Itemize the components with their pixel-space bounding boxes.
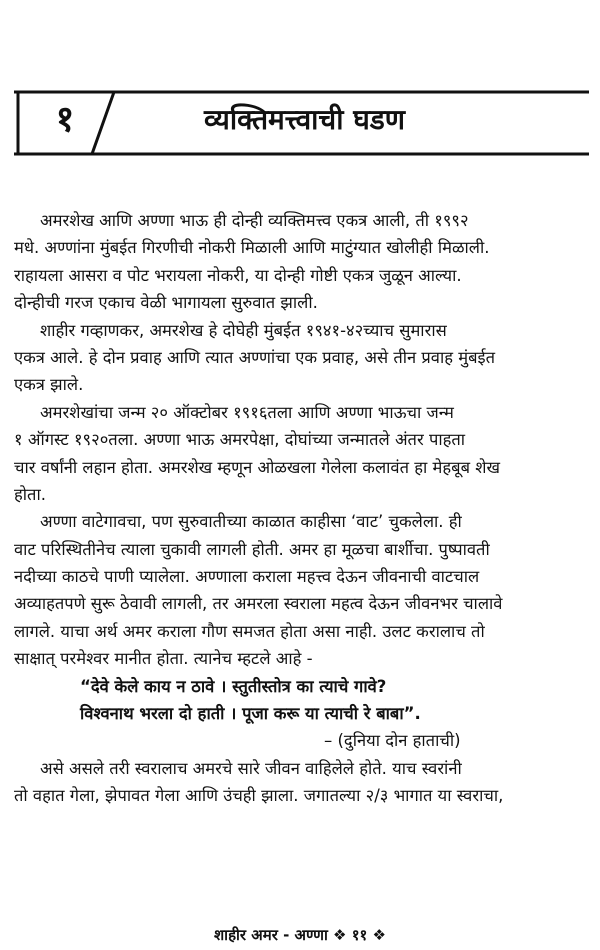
text-line: शाहीर गव्हाणकर, अमरशेख हे दोघेही मुंबईत १९४१-४२च्याच सुमारास: [40, 320, 447, 340]
text-line: लागले. याचा अर्थ अमर कराला गौण समजत होता असा नाही. उलट करालाच तो: [14, 621, 485, 641]
chapter-slash-divider: [92, 92, 114, 154]
text-line: अण्णा वाटेगावचा, पण सुरुवातीच्या काळात काहीसा ‘वाट’ चुकलेला. ही: [40, 512, 462, 532]
text-line: तो वहात गेला, झेपावत गेला आणि उंचही झाला. जगातल्या २/३ भागात या स्वराचा,: [14, 786, 504, 806]
text-line: होता.: [14, 484, 46, 504]
poem-attribution: – (दुनिया दोन हाताची): [324, 731, 461, 751]
body-text: [14, 207, 594, 810]
text-line: १ ऑगस्ट १९२०तला. अण्णा भाऊ अमरपेक्षा, दोघांच्या जन्मातले अंतर पाहता: [14, 430, 466, 450]
chapter-title: व्यक्तिमत्त्वाची घडण: [204, 103, 405, 136]
text-line: राहायला आसरा व पोट भरायला नोकरी, या दोन्ही गोष्टी एकत्र जुळून आल्या.: [14, 265, 462, 285]
poem-line: “देवे केले काय न ठावे । स्तुतीस्तोत्र का त्याचे गावे?: [80, 676, 387, 696]
text-line: एकत्र झाले.: [14, 375, 84, 395]
text-line: मधे. अण्णांना मुंबईत गिरणीची नोकरी मिळाली आणि माटुंग्यात खोलीही मिळाली.: [14, 238, 490, 258]
text-line: वाट परिस्थितीनेच त्याला चुकावी लागली होती. अमर हा मूळचा बार्शीचा. पुष्पावती: [14, 539, 490, 559]
text-line: नदीच्या काठचे पाणी प्यालेला. अण्णाला कराला महत्त्व देऊन जीवनाची वाटचाल: [14, 567, 480, 587]
text-line: एकत्र आले. हे दोन प्रवाह आणि त्यात अण्णांचा एक प्रवाह, असे तीन प्रवाह मुंबईत: [14, 347, 496, 367]
text-line: अमरशेखांचा जन्म २० ऑक्टोबर १९१६तला आणि अण्णा भाऊचा जन्म: [40, 402, 454, 422]
poem-line: विश्वनाथ भरला दो हाती । पूजा करू या त्याची रे बाबा”.: [80, 704, 421, 724]
text-line: दोन्हीची गरज एकाच वेळी भागायला सुरुवात झाली.: [14, 293, 318, 313]
chapter-header: [14, 88, 589, 158]
text-line: अमरशेख आणि अण्णा भाऊ ही दोन्ही व्यक्तिमत्त्व एकत्र आली, ती १९९२: [40, 211, 469, 230]
text-line: असे असले तरी स्वरालाच अमरचे सारे जीवन वाहिलेले होते. याच स्वरांनी: [40, 758, 462, 778]
chapter-number: १: [55, 99, 75, 140]
page-footer: शाहीर अमर - अण्णा ❖ ११ ❖: [213, 926, 386, 944]
text-line: चार वर्षांनी लहान होता. अमरशेख म्हणून ओळखला गेलेला कलावंत हा मेहबूब शेख: [14, 457, 500, 477]
text-line: साक्षात् परमेश्वर मानीत होता. त्यानेच म्हटले आहे -: [14, 649, 313, 669]
text-line: अव्याहतपणे सुरू ठेवावी लागली, तर अमरला स्वराला महत्व देऊन जीवनभर चालावे: [14, 594, 503, 614]
